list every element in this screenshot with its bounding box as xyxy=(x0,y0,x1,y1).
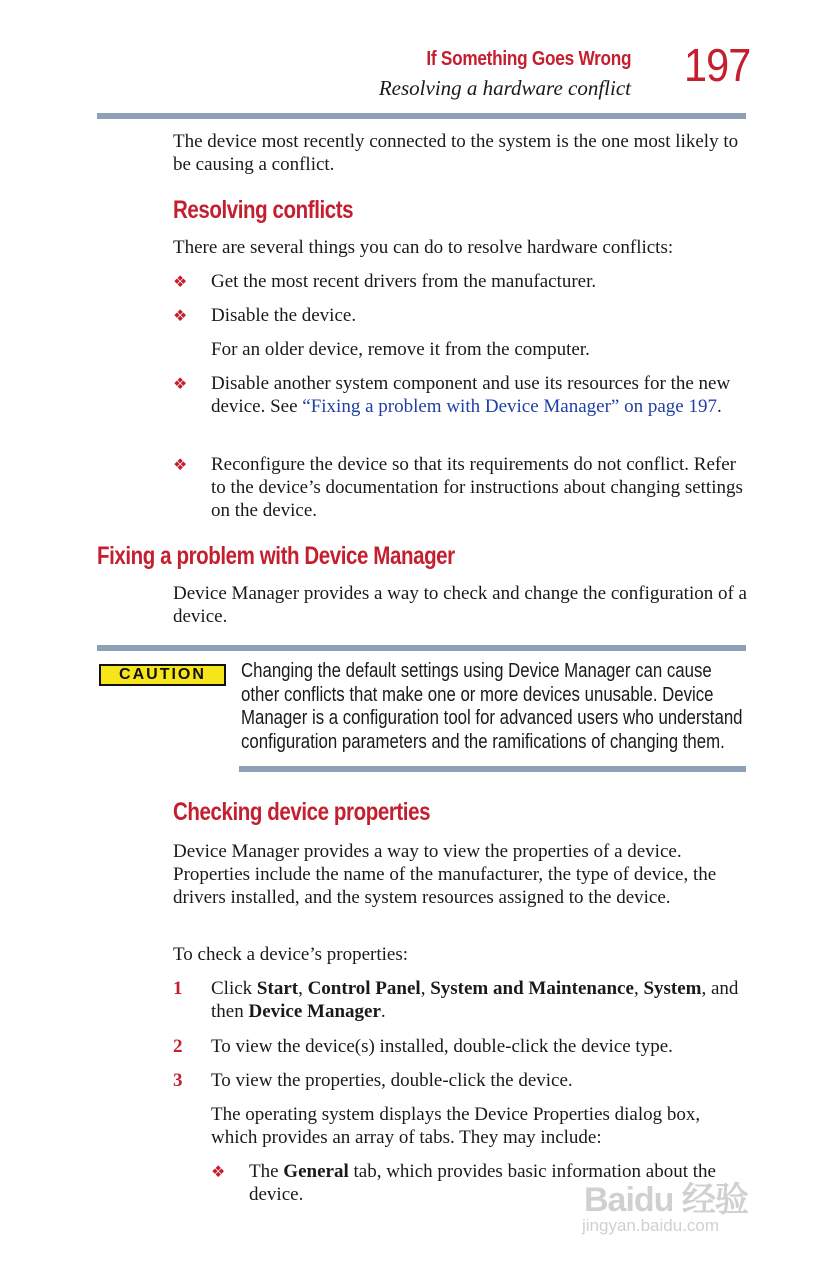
step-result: The operating system displays the Device Properties dialog box, which provides an array of tabs. They may include: xyxy=(211,1104,701,1148)
heading-resolving-conflicts: Resolving conflicts xyxy=(173,196,354,224)
bullet-icon: ❖ xyxy=(173,272,188,291)
watermark-logo: Baidu 经验 xyxy=(584,1181,748,1219)
resolving-lead: There are several things you can do to resolve hardware conflicts: xyxy=(173,237,674,258)
bullet-icon: ❖ xyxy=(173,455,188,474)
caution-top-rule xyxy=(97,645,746,651)
sub-list-item: ❖ The General tab, which provides basic information about the device. xyxy=(211,1161,716,1205)
step-number: 1 xyxy=(173,978,183,999)
caution-badge: CAUTION xyxy=(99,664,226,686)
list-item: ❖ Disable the device. xyxy=(173,305,357,326)
numbered-step: 3 To view the properties, double-click the device. xyxy=(173,1070,573,1091)
heading-fixing-device-manager: Fixing a problem with Device Manager xyxy=(97,542,455,570)
step-number: 3 xyxy=(173,1070,183,1091)
bullet-icon: ❖ xyxy=(173,306,188,325)
step-number: 2 xyxy=(173,1036,183,1057)
numbered-step: 2 To view the device(s) installed, double-click the device type. xyxy=(173,1036,673,1057)
bullet-icon: ❖ xyxy=(211,1162,226,1181)
checking-body: Device Manager provides a way to view the properties of a device. Properties include the name of the manufacturer, the type of device, the drivers installed, and the system resources assigned to the device. xyxy=(173,841,717,908)
watermark-url: jingyan.baidu.com xyxy=(582,1216,720,1235)
checking-lead: To check a device’s properties: xyxy=(173,944,409,965)
caution-text: Changing the default settings using Device Manager can cause other conflicts that make one or more devices unusable. Device Manager is a configuration tool for advanced users who understand configuration parameters and the ramifications of changing them. xyxy=(241,660,743,753)
list-item-continuation: For an older device, remove it from the computer. xyxy=(211,339,590,360)
chapter-title: If Something Goes Wrong xyxy=(426,48,631,70)
page-number: 197 xyxy=(684,39,751,91)
baidu-watermark xyxy=(582,1168,778,1248)
cross-reference-link[interactable]: “Fixing a problem with Device Manager” on page 197 xyxy=(302,396,717,417)
heading-checking-device-properties: Checking device properties xyxy=(173,798,431,826)
caution-bottom-rule xyxy=(239,766,746,772)
list-item: ❖ Get the most recent drivers from the manufacturer. xyxy=(173,271,597,292)
numbered-step: 1 Click Start, Control Panel, System and Maintenance, System, and then Device Manager. xyxy=(173,978,739,1022)
list-item: ❖ Reconfigure the device so that its requirements do not conflict. Refer to the device’s documentation for instructions about changing settings on the device. xyxy=(173,454,743,521)
section-title: Resolving a hardware conflict xyxy=(378,76,631,100)
list-item: ❖ Disable another system component and use its resources for the new device. See “Fixing a problem with Device Manager” on page 197. xyxy=(173,373,731,417)
bullet-icon: ❖ xyxy=(173,374,188,393)
intro-paragraph: The device most recently connected to the system is the one most likely to be causing a conflict. xyxy=(173,131,739,175)
header-rule xyxy=(97,113,746,119)
fixing-body: Device Manager provides a way to check and change the configuration of a device. xyxy=(173,583,747,627)
